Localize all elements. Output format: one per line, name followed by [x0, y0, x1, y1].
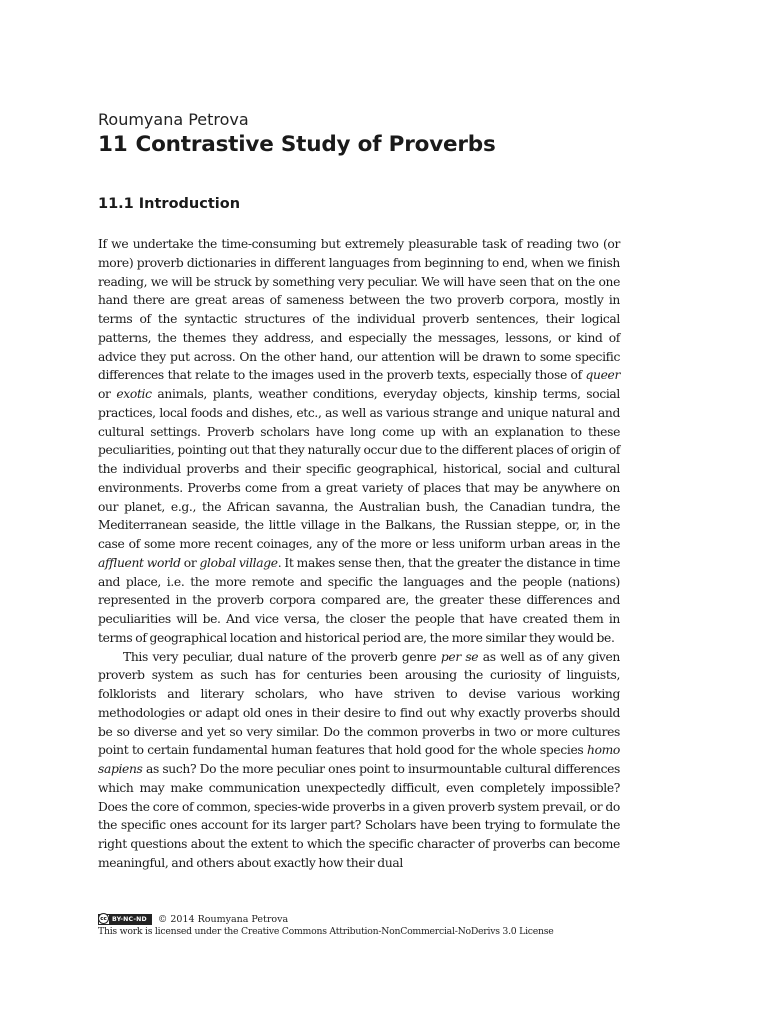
- chapter-title: [98, 132, 496, 157]
- emphasis-global-village: global village: [199, 555, 278, 570]
- creative-commons-icon: [98, 914, 152, 925]
- section-number: 11.1: [98, 196, 134, 212]
- body-text: [98, 235, 620, 873]
- paragraph-2: This very peculiar, dual nature of the proverb genre per se as well as of any given proverb system as such has for centuries been arousing the curiosity of linguists, folklorists and literary scholars, who have striven to devise various working methodologies or adapt old ones in their desire to find out why exactly proverbs should be so diverse and yet so very similar. Do the common proverbs in two or more cultures point to certain fundamental human features that hold good for the whole species homo sapiens as such? Do the more peculiar ones point to insurmountable cultural differences which may make communication unexpectedly difficult, even completely impossible? Does the core of common, species-wide proverbs in a given proverb system prevail, or do the specific ones account for its larger part? Scholars have been trying to formulate the right questions about the extent to which the specific character of proverbs can become meaningful, and others about exactly how their dual: [98, 649, 620, 870]
- license-notice: This work is licensed under the Creative Commons Attribution-NonCommercial-NoDerivs 3.0 License: [98, 926, 554, 937]
- cc-circle-icon: cc: [98, 913, 109, 924]
- emphasis-exotic: exotic: [116, 387, 152, 401]
- copyright-footer: [98, 912, 620, 937]
- chapter-author: Roumyana Petrova: [98, 110, 249, 129]
- emphasis-per-se: per se: [440, 649, 479, 664]
- section-heading: [98, 196, 240, 212]
- chapter-title-text: Contrastive Study of Proverbs: [135, 132, 496, 157]
- emphasis-homo-sapiens: homo sapiens: [98, 743, 620, 776]
- chapter-number: 11: [98, 132, 128, 157]
- cc-license-code: BY-NC-ND: [109, 915, 151, 924]
- section-title-text: Introduction: [138, 196, 241, 212]
- copyright-notice: © 2014 Roumyana Petrova: [157, 913, 289, 925]
- emphasis-queer: queer: [585, 368, 620, 383]
- emphasis-affluent-world: affluent world: [98, 555, 181, 570]
- paragraph-1: If we undertake the time-consuming but extremely pleasurable task of reading two (or more) proverb dictionaries in different languages from beginning to end, when we finish reading, we will be struck by something very peculiar. We will have seen that on the one hand there are great areas of sameness between the two proverb corpora, mostly in terms of the syntactic structures of the individual proverb sentences, their logical patterns, the themes they address, and especially the messages, lessons, or kind of advice they put across. On the other hand, our attention will be drawn to some specific differences that relate to the images used in the proverb texts, especially those of queer or exotic animals, plants, weather conditions, everyday objects, kinship terms, social practices, local foods and dishes, etc., as well as various strange and unique natural and cultural settings. Proverb scholars have long come up with an explanation to these peculiarities, pointing out that they naturally occur due to the different places of origin of the individual proverbs and their specific geographical, historical, social and cultural environments. Proverbs come from a great variety of places that may be anywhere on our planet, e.g., the African savanna, the Australian bush, the Canadian tundra, the Mediterranean seaside, the little village in the Balkans, the Russian steppe, or, in the case of some more recent coinages, any of the more or less uniform urban areas in the affluent world or global village. It makes sense then, that the greater the distance in time and place, i.e. the more remote and specific the languages and the people (nations) represented in the proverb corpora compared are, the greater these differences and peculiarities will be. And vice versa, the closer the people that have created them in terms of geographical location and historical period are, the more similar they would be.: [98, 237, 621, 645]
